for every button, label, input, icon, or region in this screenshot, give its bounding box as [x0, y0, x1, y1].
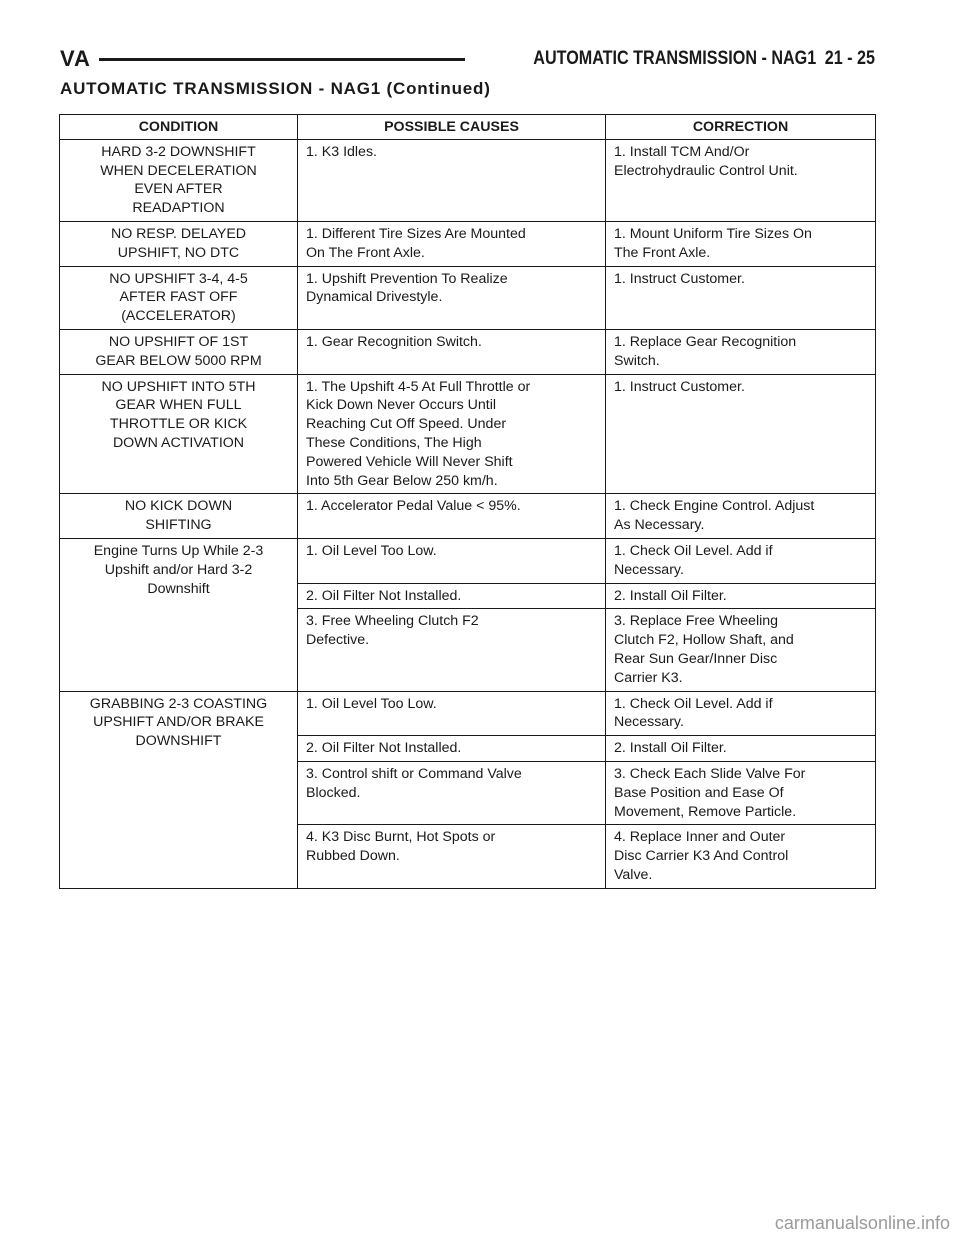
- cause-cell: 2. Oil Filter Not Installed.: [298, 736, 606, 762]
- cause-cell: 1. Oil Level Too Low.: [298, 691, 606, 736]
- cause-cell: 3. Free Wheeling Clutch F2 Defective.: [298, 609, 606, 691]
- section-subtitle: AUTOMATIC TRANSMISSION - NAG1 (Continued): [60, 79, 491, 98]
- table-header-row: [60, 115, 876, 140]
- header-section-code: VA: [60, 46, 91, 71]
- correction-cell: 3. Replace Free Wheeling Clutch F2, Hollow Shaft, and Rear Sun Gear/Inner Disc Carrier K3.: [606, 609, 876, 691]
- site-watermark: carmanualsonline.info: [774, 1213, 950, 1233]
- table-row: [60, 538, 876, 583]
- column-header-correction: CORRECTION: [606, 115, 876, 140]
- condition-cell: GRABBING 2-3 COASTING UPSHIFT AND/OR BRAKE DOWNSHIFT: [60, 691, 298, 888]
- correction-cell: 4. Replace Inner and Outer Disc Carrier K3 And Control Valve.: [606, 825, 876, 888]
- header-title: AUTOMATIC TRANSMISSION - NAG1: [533, 48, 817, 69]
- cause-cell: 1. K3 Idles.: [298, 139, 606, 221]
- header-title-block: [533, 48, 875, 70]
- correction-cell: 1. Replace Gear Recognition Switch.: [606, 329, 876, 374]
- cause-cell: 1. Accelerator Pedal Value < 95%.: [298, 494, 606, 539]
- cause-cell: 1. Oil Level Too Low.: [298, 538, 606, 583]
- table-row: [60, 266, 876, 329]
- table-row: [60, 329, 876, 374]
- table-row: [60, 139, 876, 221]
- condition-cell: NO UPSHIFT 3-4, 4-5 AFTER FAST OFF (ACCELERATOR): [60, 266, 298, 329]
- correction-cell: 1. Mount Uniform Tire Sizes On The Front Axle.: [606, 221, 876, 266]
- diagnosis-table: [59, 114, 876, 889]
- table-row: [60, 221, 876, 266]
- cause-cell: 1. The Upshift 4-5 At Full Throttle or Kick Down Never Occurs Until Reaching Cut Off Speed. Under These Conditions, The High Powered Vehicle Will Never Shift Into 5th Gear Below 250 km/h.: [298, 374, 606, 494]
- condition-cell: Engine Turns Up While 2-3 Upshift and/or Hard 3-2 Downshift: [60, 538, 298, 691]
- correction-cell: 1. Instruct Customer.: [606, 266, 876, 329]
- condition-cell: NO UPSHIFT OF 1ST GEAR BELOW 5000 RPM: [60, 329, 298, 374]
- cause-cell: 1. Different Tire Sizes Are Mounted On The Front Axle.: [298, 221, 606, 266]
- page-header: [60, 44, 875, 74]
- table-row: [60, 494, 876, 539]
- table-row: [60, 374, 876, 494]
- correction-cell: 1. Check Oil Level. Add if Necessary.: [606, 538, 876, 583]
- correction-cell: 1. Install TCM And/Or Electrohydraulic Control Unit.: [606, 139, 876, 221]
- condition-cell: NO UPSHIFT INTO 5TH GEAR WHEN FULL THROTTLE OR KICK DOWN ACTIVATION: [60, 374, 298, 494]
- cause-cell: 1. Upshift Prevention To Realize Dynamical Drivestyle.: [298, 266, 606, 329]
- condition-cell: NO KICK DOWN SHIFTING: [60, 494, 298, 539]
- column-header-causes: POSSIBLE CAUSES: [298, 115, 606, 140]
- correction-cell: 2. Install Oil Filter.: [606, 736, 876, 762]
- cause-cell: 4. K3 Disc Burnt, Hot Spots or Rubbed Down.: [298, 825, 606, 888]
- table-row: [60, 691, 876, 736]
- cause-cell: 2. Oil Filter Not Installed.: [298, 583, 606, 609]
- correction-cell: 1. Check Oil Level. Add if Necessary.: [606, 691, 876, 736]
- condition-cell: NO RESP. DELAYED UPSHIFT, NO DTC: [60, 221, 298, 266]
- header-rule: [99, 58, 465, 61]
- correction-cell: 2. Install Oil Filter.: [606, 583, 876, 609]
- correction-cell: 3. Check Each Slide Valve For Base Position and Ease Of Movement, Remove Particle.: [606, 761, 876, 824]
- column-header-condition: CONDITION: [60, 115, 298, 140]
- correction-cell: 1. Check Engine Control. Adjust As Necessary.: [606, 494, 876, 539]
- cause-cell: 3. Control shift or Command Valve Blocked.: [298, 761, 606, 824]
- cause-cell: 1. Gear Recognition Switch.: [298, 329, 606, 374]
- condition-cell: HARD 3-2 DOWNSHIFT WHEN DECELERATION EVEN AFTER READAPTION: [60, 139, 298, 221]
- correction-cell: 1. Instruct Customer.: [606, 374, 876, 494]
- header-page-number: 21 - 25: [824, 48, 875, 69]
